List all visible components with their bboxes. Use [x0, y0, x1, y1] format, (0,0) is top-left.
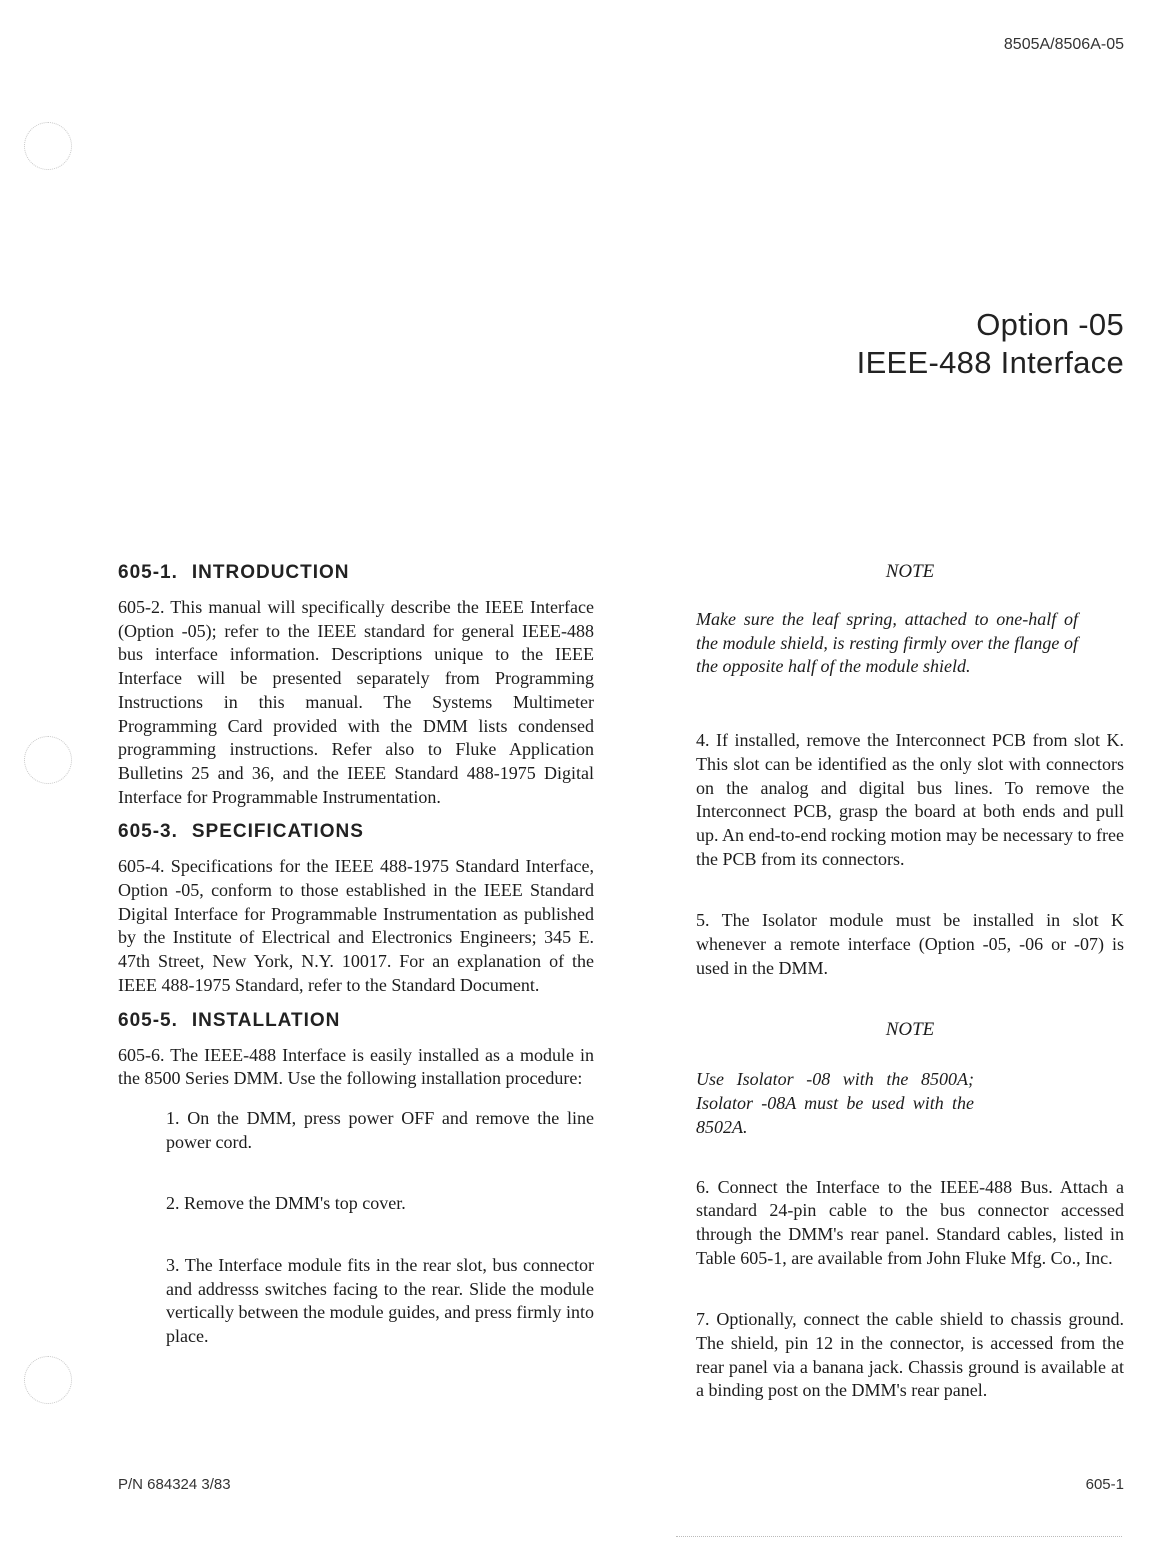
intro-paragraph: 605-2. This manual will specifically describe the IEEE Interface (Option -05); refer to the IEEE standard for general IEEE-488 bus interface information. Descriptions unique to the IEEE Interface will be presented separately from Programming Instructions in this manual. The Systems Multimeter Programming Card provided with the DMM lists condensed programming instructions. Refer also to Fluke Application Bulletins 25 and 36, and the IEEE Standard 488-1975 Digital Interface for Programmable Instrumentation.: [118, 597, 594, 807]
binder-hole-middle: [24, 736, 72, 784]
title-interface: IEEE-488 Interface: [856, 345, 1124, 380]
bottom-rule: [676, 1536, 1122, 1537]
install-step-3: 3. The Interface module fits in the rear slot, bus connector and addresss switches facing to the rear. Slide the module vertically between the module guides, and press firmly into place.: [166, 1255, 594, 1347]
section-number: 605-1.: [118, 562, 178, 583]
section-title: INSTALLATION: [191, 1009, 341, 1031]
binder-hole-top: [24, 122, 72, 170]
note-heading-2: NOTE: [885, 1019, 935, 1041]
note-heading-1: NOTE: [885, 561, 935, 582]
section-number: 605-5.: [118, 1009, 178, 1031]
note-text-2: Use Isolator -08 with the 8500A; Isolator -08A must be used with the 8502A.: [696, 1069, 974, 1137]
section-number: 605-3.: [118, 821, 178, 843]
install-step-1: 1. On the DMM, press power OFF and remove the line power cord.: [166, 1107, 594, 1152]
note-text-1: Make sure the leaf spring, attached to one-half of the module shield, is resting firmly over the flange of the opposite half of the module shield.: [696, 609, 1078, 677]
section-title: INTRODUCTION: [191, 562, 350, 583]
right-column: [696, 560, 1124, 1403]
install-step-7: 7. Optionally, connect the cable shield to chassis ground. The shield, pin 12 in the connector, is accessed from the rear panel via a banana jack. Chassis ground is available at a binding post on the DMM's rear panel.: [696, 1309, 1124, 1401]
heading-specifications: [118, 819, 594, 845]
install-step-4: 4. If installed, remove the Interconnect PCB from slot K. This slot can be identified as the only slot with connectors on the analog and digital bus lines. To remove the Interconnect PCB, grasp the board at both ends and pull up. An end-to-end rocking motion may be necessary to free the PCB from its connectors.: [696, 730, 1124, 869]
heading-introduction: [118, 560, 594, 586]
install-step-6: 6. Connect the Interface to the IEEE-488 Bus. Attach a standard 24-pin cable to the bus connector accessed through the DMM's rear panel. Standard cables, listed in Table 605-1, are available from John Fluke Mfg. Co., Inc.: [696, 1176, 1124, 1268]
installation-paragraph: 605-6. The IEEE-488 Interface is easily installed as a module in the 8500 Series DMM. Use the following installation procedure:: [118, 1044, 594, 1089]
page-title: [857, 306, 1124, 382]
specifications-paragraph: 605-4. Specifications for the IEEE 488-1975 Standard Interface, Option -05, conform to those established in the IEEE Standard Digital Interface for Programmable Instrumentation as published by the Institute of Electrical and Electronics Engineers; 345 E. 47th Street, New York, N.Y. 10017. For an explanation of the IEEE 488-1975 Standard, refer to the Standard Document.: [118, 856, 594, 995]
binder-hole-bottom: [24, 1356, 72, 1404]
heading-installation: [118, 1008, 594, 1034]
title-option: Option -05: [976, 307, 1124, 342]
install-step-2: 2. Remove the DMM's top cover.: [166, 1193, 406, 1214]
part-number: P/N 684324 3/83: [118, 1476, 231, 1493]
left-column: [118, 560, 594, 1359]
document-code: 8505A/8506A-05: [1003, 36, 1124, 53]
page-number: 605-1: [1085, 1476, 1124, 1493]
install-step-5: 5. The Isolator module must be installed in slot K whenever a remote interface (Option -05, -06 or -07) is used in the DMM.: [696, 910, 1124, 978]
section-title: SPECIFICATIONS: [191, 821, 364, 843]
